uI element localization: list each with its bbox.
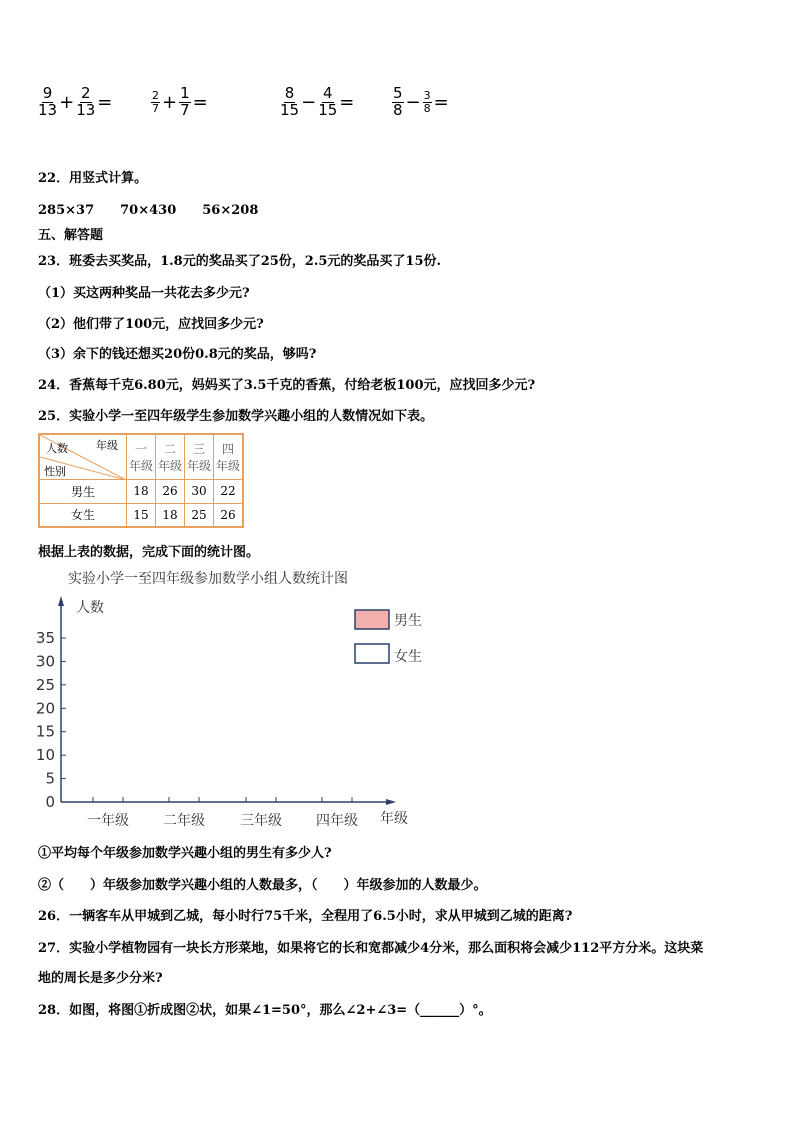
question-27-line-1: 27．实验小学植物园有一块长方形菜地，如果将它的长和宽都减少4分米，那么面积将会减少112平方分米。这块菜	[38, 941, 704, 956]
question-22-title: 22．用竖式计算。	[38, 171, 148, 186]
equals-sign: =	[339, 91, 355, 113]
grade-header-unit: 年级	[128, 458, 153, 473]
row-label: 女生	[39, 503, 127, 527]
question-23-title: 23．班委去买奖品，1.8元的奖品买了25份，2.5元的奖品买了15份.	[38, 254, 442, 269]
x-axis-label: 年级	[380, 811, 408, 827]
table-cell: 22	[214, 479, 244, 503]
chart-instruction: 根据上表的数据，完成下面的统计图。	[38, 545, 260, 560]
numerator: 8	[284, 84, 295, 102]
numerator: 1	[180, 84, 190, 102]
grade-header-num: 三	[192, 441, 205, 456]
fraction	[280, 86, 299, 119]
corner-label-grade: 年级	[96, 439, 118, 452]
grade-header-num: 二	[163, 441, 176, 456]
grade-header-unit: 年级	[186, 458, 211, 473]
denominator: 13	[76, 100, 96, 119]
equals-sign: =	[97, 91, 113, 113]
fraction	[151, 90, 160, 114]
fraction	[423, 90, 432, 114]
y-tick-label: 30	[35, 652, 55, 671]
grade-header-num: 四	[221, 441, 234, 456]
operator: −	[301, 91, 317, 113]
question-25-sub-2: ②（ ）年级参加数学兴趣小组的人数最多，（ ）年级参加的人数最少。	[38, 878, 487, 893]
grade-header-unit: 年级	[215, 458, 240, 473]
bar-chart	[0, 560, 460, 835]
table-row	[39, 503, 243, 527]
fraction	[38, 86, 57, 119]
denominator: 7	[152, 101, 159, 115]
x-category-label: 二年级	[163, 813, 205, 829]
denominator: 8	[393, 100, 403, 119]
data-table	[38, 433, 244, 528]
numerator: 2	[152, 89, 159, 103]
fraction-exercise-3	[280, 86, 354, 119]
question-25-sub-1: ①平均每个年级参加数学兴趣小组的男生有多少人?	[38, 846, 332, 861]
fraction	[179, 86, 191, 119]
table-corner-cell	[39, 434, 127, 479]
fraction-exercise-1	[38, 86, 112, 119]
fraction	[392, 86, 404, 119]
question-26: 26．一辆客车从甲城到乙城，每小时行75千米，全程用了6.5小时，求从甲城到乙城的距离?	[38, 909, 573, 924]
legend-swatch-boys	[355, 610, 389, 629]
fraction-exercise-2	[151, 86, 208, 119]
question-24: 24．香蕉每千克6.80元，妈妈买了3.5千克的香蕉，付给老板100元，应找回多少元?	[38, 378, 536, 393]
question-22-items: 285×37 70×430 56×208	[38, 203, 259, 218]
grade-header	[127, 434, 156, 479]
grade-header	[156, 434, 185, 479]
question-28: 28．如图，将图①折成图②状，如果∠1=50°，那么∠2+∠3=（______）°。	[38, 1003, 492, 1018]
denominator: 13	[38, 100, 58, 119]
y-tick-label: 5	[45, 769, 55, 788]
corner-label-count: 人数	[46, 442, 68, 455]
y-tick-label: 15	[35, 722, 55, 741]
legend-label-girls: 女生	[394, 649, 422, 665]
question-27-line-2: 地的周长是多少分米?	[38, 971, 163, 986]
y-axis-arrow	[58, 596, 64, 606]
question-23-part-2: （2）他们带了100元，应找回多少元?	[38, 317, 264, 332]
grade-header	[214, 434, 244, 479]
denominator: 15	[280, 100, 300, 119]
fraction	[318, 86, 337, 119]
grade-header	[185, 434, 214, 479]
equals-sign: =	[433, 91, 449, 113]
x-axis-arrow	[386, 799, 396, 805]
denominator: 8	[423, 101, 431, 115]
question-25-title: 25．实验小学一至四年级学生参加数学兴趣小组的人数情况如下表。	[38, 409, 434, 424]
operator: −	[405, 91, 421, 113]
operator: +	[59, 91, 75, 113]
x-category-label: 三年级	[240, 813, 282, 829]
table-cell: 15	[127, 503, 156, 527]
numerator: 3	[423, 89, 431, 103]
table-cell: 30	[185, 479, 214, 503]
numerator: 4	[322, 84, 333, 102]
numerator: 5	[393, 84, 403, 102]
grade-header-unit: 年级	[157, 458, 182, 473]
y-tick-label: 0	[45, 793, 55, 811]
legend-label-boys: 男生	[394, 613, 422, 629]
table-row	[39, 479, 243, 503]
x-category-label: 四年级	[316, 813, 358, 829]
table-cell: 18	[156, 503, 185, 527]
denominator: 15	[318, 100, 338, 119]
table-cell: 18	[127, 479, 156, 503]
grade-header-num: 一	[134, 441, 147, 456]
row-label: 男生	[39, 479, 127, 503]
operator: +	[162, 91, 178, 113]
y-tick-label: 10	[35, 746, 55, 765]
denominator: 7	[180, 100, 190, 119]
question-23-part-1: （1）买这两种奖品一共花去多少元?	[38, 286, 250, 301]
y-tick-label: 25	[35, 675, 55, 694]
equals-sign: =	[192, 91, 208, 113]
numerator: 2	[80, 84, 91, 102]
y-axis-label: 人数	[76, 600, 104, 616]
y-tick-label: 35	[35, 629, 55, 647]
table-cell: 26	[156, 479, 185, 503]
numerator: 9	[42, 84, 53, 102]
table-cell: 26	[214, 503, 244, 527]
y-tick-label: 20	[35, 699, 55, 718]
fraction	[76, 86, 95, 119]
corner-label-gender: 性别	[44, 465, 66, 478]
x-category-label: 一年级	[87, 813, 129, 829]
question-23-part-3: （3）余下的钱还想买20份0.8元的奖品，够吗?	[38, 347, 317, 362]
section-heading: 五、解答题	[38, 228, 104, 243]
fraction-exercise-4	[392, 86, 449, 119]
legend-swatch-girls	[355, 644, 389, 663]
chart-title: 实验小学一至四年级参加数学小组人数统计图	[68, 571, 348, 587]
table-cell: 25	[185, 503, 214, 527]
